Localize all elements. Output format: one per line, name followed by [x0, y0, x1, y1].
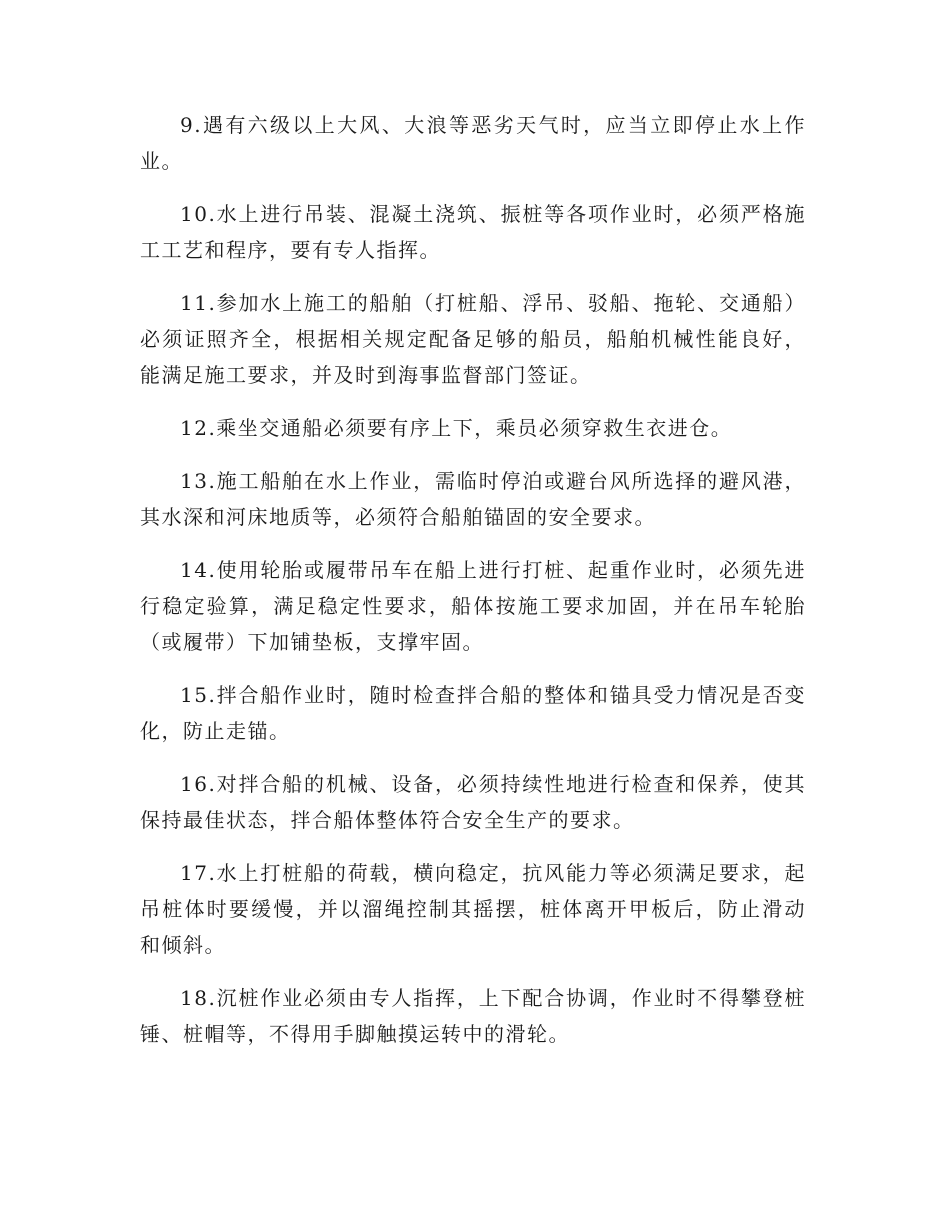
- paragraph-item-16: 16.对拌合船的机械、设备，必须持续性地进行检查和保养，使其保持最佳状态，拌合船体整体符合安全生产的要求。: [140, 772, 806, 832]
- paragraph-item-12: 12.乘坐交通船必须要有序上下，乘员必须穿救生衣进仓。: [180, 416, 733, 440]
- paragraph-item-10: 10.水上进行吊装、混凝土浇筑、振桩等各项作业时，必须严格施工工艺和程序，要有专人指挥。: [140, 202, 806, 262]
- paragraph-item-14: 14.使用轮胎或履带吊车在船上进行打桩、起重作业时，必须先进行稳定验算，满足稳定性要求，船体按施工要求加固，并在吊车轮胎（或履带）下加铺垫板，支撑牢固。: [140, 558, 806, 654]
- paragraph-item-9: 9.遇有六级以上大风、大浪等恶劣天气时，应当立即停止水上作业。: [140, 113, 806, 173]
- paragraph-item-18: 18.沉桩作业必须由专人指挥，上下配合协调，作业时不得攀登桩锤、桩帽等，不得用手脚触摸运转中的滑轮。: [140, 986, 806, 1046]
- paragraph-item-15: 15.拌合船作业时，随时检查拌合船的整体和锚具受力情况是否变化，防止走锚。: [140, 683, 806, 743]
- paragraph-item-13: 13.施工船舶在水上作业，需临时停泊或避台风所选择的避风港，其水深和河床地质等，必须符合船舶锚固的安全要求。: [140, 469, 806, 529]
- paragraph-item-11: 11.参加水上施工的船舶（打桩船、浮吊、驳船、拖轮、交通船）必须证照齐全，根据相关规定配备足够的船员，船舶机械性能良好，能满足施工要求，并及时到海事监督部门签证。: [140, 291, 806, 387]
- paragraph-item-17: 17.水上打桩船的荷载，横向稳定，抗风能力等必须满足要求，起吊桩体时要缓慢，并以溜绳控制其摇摆，桩体离开甲板后，防止滑动和倾斜。: [140, 861, 806, 957]
- document-body: [140, 107, 806, 1069]
